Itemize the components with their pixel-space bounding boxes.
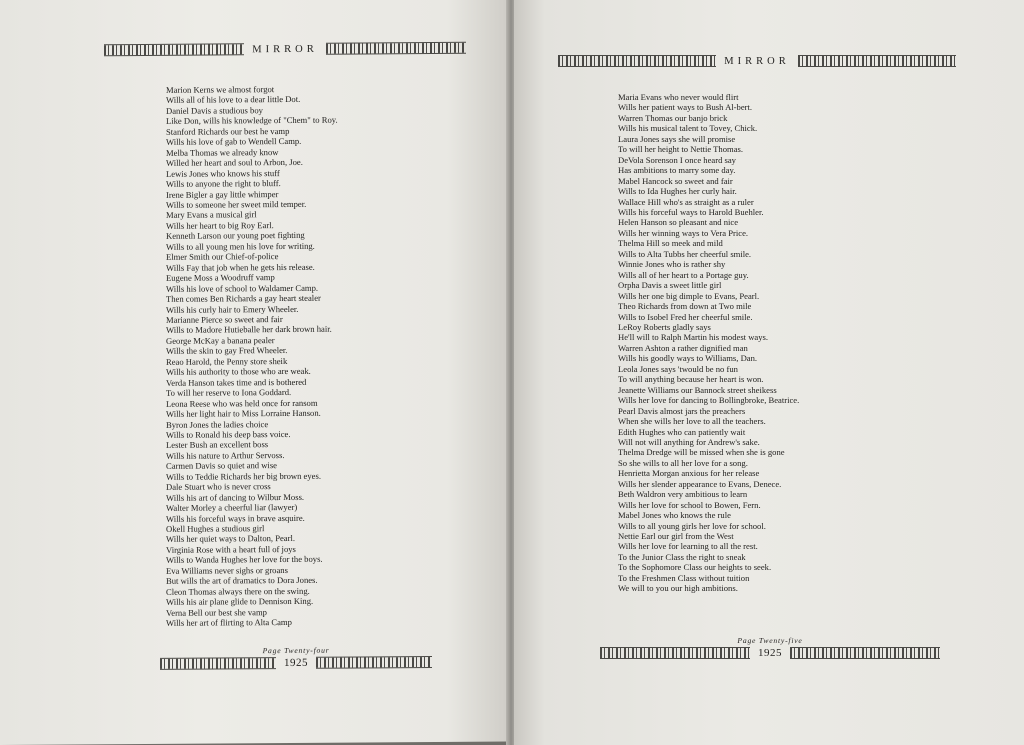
poem-line: But wills the art of dramatics to Dora Jones. bbox=[166, 575, 318, 587]
poem-line: Wills her winning ways to Vera Price. bbox=[618, 227, 749, 238]
poem-line: Elmer Smith our Chief-of-police bbox=[166, 251, 279, 263]
poem-line: Wills her love for dancing to Bollingbroke, Beatrice. bbox=[618, 395, 800, 406]
ornament-band bbox=[600, 647, 750, 659]
left-page-footer bbox=[160, 645, 432, 670]
poem-line: Wills his goodly ways to Williams, Dan. bbox=[618, 353, 758, 364]
ornament-band bbox=[558, 55, 716, 67]
poem-line: Melba Thomas we already know bbox=[166, 146, 279, 158]
poem-line: Wills her quiet ways to Dalton, Pearl. bbox=[166, 533, 296, 545]
poem-line: Wills his love of gab to Wendell Camp. bbox=[166, 136, 302, 148]
ornament-band bbox=[790, 647, 940, 659]
poem-line: To the Sophomore Class our heights to seek. bbox=[618, 562, 772, 573]
poem-line: Lester Bush an excellent boss bbox=[166, 439, 269, 451]
poem-line: Wills Fay that job when he gets his release. bbox=[166, 261, 315, 273]
poem-line: Kenneth Larson our young poet fighting bbox=[166, 230, 305, 242]
poem-line: Warren Ashton a rather dignified man bbox=[618, 342, 748, 353]
poem-line: He'll will to Ralph Martin his modest ways. bbox=[618, 332, 769, 343]
poem-line: Wills to all young girls her love for school. bbox=[618, 520, 766, 531]
poem-line: Orpha Davis a sweet little girl bbox=[618, 280, 722, 291]
poem-line: Carmen Davis so quiet and wise bbox=[166, 460, 277, 472]
poem-line: Byron Jones the ladies choice bbox=[166, 418, 269, 430]
poem-line: Wills his forceful ways to Harold Buehler. bbox=[618, 206, 764, 217]
poem-line: Eugene Moss a Woodruff vamp bbox=[166, 272, 275, 283]
poem-line: Wills all of his love to a dear little Dot. bbox=[166, 94, 301, 106]
poem-line: Wills her art of flirting to Alta Camp bbox=[166, 617, 292, 628]
poem-line: Walter Morley a cheerful liar (lawyer) bbox=[166, 502, 298, 513]
poem-line: Lewis Jones who knows his stuff bbox=[166, 167, 280, 179]
page-year: 1925 bbox=[284, 656, 308, 670]
poem-line: Verda Hanson takes time and is bothered bbox=[166, 376, 307, 388]
right-page-footer bbox=[600, 636, 940, 659]
poem-line: Wills the skin to gay Fred Wheeler. bbox=[166, 345, 288, 357]
poem-line: Wills his nature to Arthur Servoss. bbox=[166, 449, 285, 461]
poem-line: Mabel Jones who knows the rule bbox=[618, 510, 731, 521]
poem-line: Then comes Ben Richards a gay heart stealer bbox=[166, 292, 321, 304]
page-header-title: MIRROR bbox=[724, 55, 790, 67]
ornament-band bbox=[798, 55, 956, 67]
right-page-header bbox=[558, 54, 956, 68]
left-page bbox=[0, 0, 508, 745]
poem-line: Wills her love for learning to all the rest. bbox=[618, 541, 758, 552]
poem-line: To will her height to Nettie Thomas. bbox=[618, 144, 744, 155]
poem-line: Wills to Alta Tubbs her cheerful smile. bbox=[618, 248, 752, 259]
poem-line: Reao Harold, the Penny store sheik bbox=[166, 355, 288, 367]
poem-line: Wills his art of dancing to Wilbur Moss. bbox=[166, 491, 305, 503]
poem-line: Wills her light hair to Miss Lorraine Hanson. bbox=[166, 407, 321, 419]
poem-line: Wills to anyone the right to bluff. bbox=[166, 178, 281, 189]
poem-line: To the Freshmen Class without tuition bbox=[618, 572, 750, 583]
poem-line: Wills his love of school to Waldamer Camp. bbox=[166, 282, 319, 294]
poem-line: Wills her one big dimple to Evans, Pearl. bbox=[618, 290, 760, 301]
ornament-band bbox=[326, 42, 466, 55]
poem-line: Wills all of her heart to a Portage guy. bbox=[618, 269, 749, 280]
poem-line: Maria Evans who never would flirt bbox=[618, 92, 739, 102]
poem-line: To the Junior Class the right to sneak bbox=[618, 551, 746, 562]
poem-line: Stanford Richards our best he vamp bbox=[166, 125, 290, 137]
poem-line: Wills to Isobel Fred her cheerful smile. bbox=[618, 311, 753, 322]
left-page-header bbox=[104, 41, 466, 58]
page-year: 1925 bbox=[758, 647, 782, 659]
poem-line: Theo Richards from down at Two mile bbox=[618, 301, 752, 312]
poem-line: So she wills to all her love for a song. bbox=[618, 457, 748, 468]
poem-line: Wills to Teddie Richards her big brown eyes. bbox=[166, 470, 321, 482]
poem-line: Like Don, wills his knowledge of "Chem" to Roy. bbox=[166, 115, 338, 127]
ornament-band bbox=[104, 43, 244, 56]
ornament-band bbox=[316, 656, 432, 669]
poem-line: Dale Stuart who is never cross bbox=[166, 481, 271, 493]
poem-line: Wills to Ida Hughes her curly hair. bbox=[618, 186, 737, 197]
poem-line: Wills his authority to those who are weak. bbox=[166, 366, 311, 378]
poem-line: Wills his air plane glide to Dennison King. bbox=[166, 596, 314, 608]
poem-line: Leola Jones says 'twould be no fun bbox=[618, 363, 738, 374]
poem-line: Beth Waldron very ambitious to learn bbox=[618, 489, 748, 500]
poem-line: Mary Evans a musical girl bbox=[166, 209, 257, 221]
poem-line: Henrietta Morgan anxious for her release bbox=[618, 468, 760, 479]
poem-line: Thelma Dredge will be missed when she is gone bbox=[618, 447, 785, 458]
poem-line: LeRoy Roberts gladly says bbox=[618, 321, 711, 332]
poem-line: Wills to Ronald his deep bass voice. bbox=[166, 428, 291, 440]
poem-line: George McKay a banana pealer bbox=[166, 334, 275, 346]
right-poem-text bbox=[618, 92, 799, 594]
poem-line: Cleon Thomas always there on the swing. bbox=[166, 585, 310, 597]
poem-line: When she wills her love to all the teachers. bbox=[618, 416, 766, 427]
ornament-band bbox=[160, 657, 276, 670]
poem-line: Helen Hanson so pleasant and nice bbox=[618, 217, 739, 228]
poem-line: Laura Jones says she will promise bbox=[618, 133, 736, 144]
page-number: Page Twenty-five bbox=[737, 636, 803, 645]
poem-line: Will not will anything for Andrew's sake. bbox=[618, 436, 760, 447]
poem-line: Has ambitions to marry some day. bbox=[618, 165, 736, 176]
poem-line: Daniel Davis a studious boy bbox=[166, 105, 263, 116]
page-number: Page Twenty-four bbox=[262, 645, 330, 656]
poem-line: To will her reserve to Iona Goddard. bbox=[166, 387, 292, 398]
poem-line: Leona Reese who was held once for ransom bbox=[166, 397, 318, 409]
left-poem-text bbox=[166, 84, 338, 629]
poem-line: Willed her heart and soul to Arbon, Joe. bbox=[166, 157, 303, 169]
poem-line: Wills to someone her sweet mild temper. bbox=[166, 198, 307, 210]
poem-line: Mabel Hancock so sweet and fair bbox=[618, 175, 733, 186]
poem-line: Okell Hughes a studious girl bbox=[166, 523, 265, 534]
poem-line: Wills to Madore Hutieballe her dark brown hair. bbox=[166, 324, 332, 336]
poem-line: To will anything because her heart is won. bbox=[618, 374, 764, 385]
poem-line: Wills to all young men his love for writing. bbox=[166, 240, 315, 252]
poem-line: Marion Kerns we almost forgot bbox=[166, 84, 275, 95]
right-page bbox=[514, 0, 1024, 745]
poem-line: Wills her heart to big Roy Earl. bbox=[166, 219, 274, 231]
poem-line: Irene Bigler a gay little whimper bbox=[166, 188, 279, 200]
poem-line: Jeanette Williams our Bannock street sheikess bbox=[618, 384, 777, 395]
poem-line: Thelma Hill so meek and mild bbox=[618, 238, 723, 249]
poem-line: Pearl Davis almost jars the preachers bbox=[618, 405, 746, 416]
poem-line: We will to you our high ambitions. bbox=[618, 583, 738, 594]
poem-line: Edith Hughes who can patiently wait bbox=[618, 426, 746, 437]
poem-line: Virginia Rose with a heart full of joys bbox=[166, 543, 296, 555]
poem-line: Verna Bell our best she vamp bbox=[166, 606, 267, 618]
poem-line: DeVola Sorenson I once heard say bbox=[618, 154, 736, 165]
poem-line: Wills his musical talent to Tovey, Chick. bbox=[618, 123, 758, 134]
page-header-title: MIRROR bbox=[252, 43, 318, 55]
poem-line: Warren Thomas our banjo brick bbox=[618, 112, 728, 123]
poem-line: Wallace Hill who's as straight as a ruler bbox=[618, 196, 754, 207]
poem-line: Wills her love for school to Bowen, Fern. bbox=[618, 499, 761, 510]
poem-line: Nettie Earl our girl from the West bbox=[618, 531, 734, 542]
poem-line: Wills her slender appearance to Evans, Denece. bbox=[618, 478, 782, 489]
poem-line: Wills his curly hair to Emery Wheeler. bbox=[166, 303, 299, 315]
poem-line: Eva Williams never sighs or groans bbox=[166, 564, 288, 576]
poem-line: Wills his forceful ways in brave asquire. bbox=[166, 512, 305, 524]
poem-line: Wills to Wanda Hughes her love for the boys. bbox=[166, 554, 323, 566]
poem-line: Winnie Jones who is rather shy bbox=[618, 259, 726, 270]
poem-line: Marianne Pierce so sweet and fair bbox=[166, 313, 283, 325]
poem-line: Wills her patient ways to Bush Al-bert. bbox=[618, 102, 753, 113]
